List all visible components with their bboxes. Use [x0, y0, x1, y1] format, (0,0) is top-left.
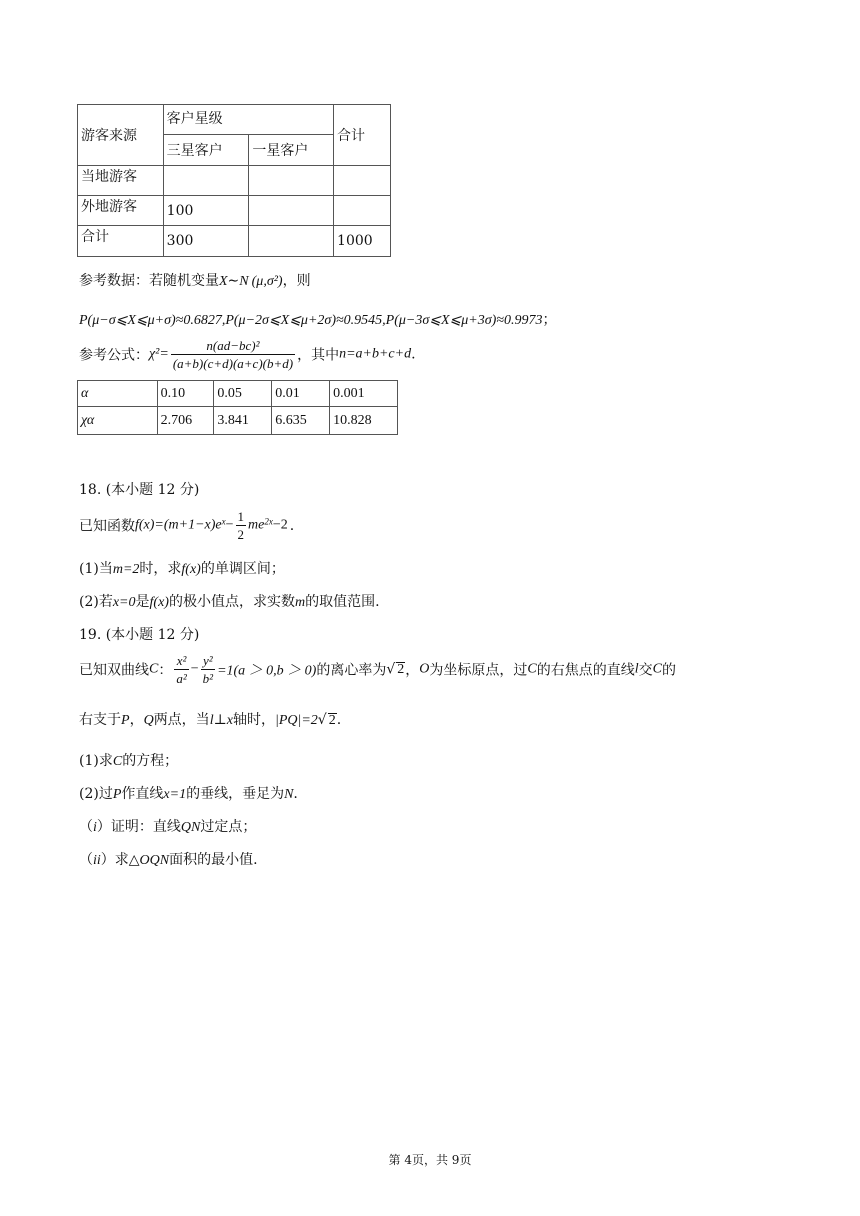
row-label: 合计 [78, 226, 164, 257]
q19-stem: 已知双曲线C： $\frac{\text{x²}}{\text{a²}}$ − $\frac{\text{y²}}{\text{b²}}$ =1(a ＞ 0,b ＞ 0)的离心率为√ 2，O为坐标原点，过C的右焦点的直线l交C的 [79, 653, 676, 686]
reference-data-line: 参考数据：若随机变量X∼N (μ,σ²)，则 [79, 273, 311, 289]
normal-params: (μ,σ²) [251, 274, 283, 289]
x-squared-fraction: $\frac{\text{x²}}{\text{a²}}$ [176, 653, 187, 686]
cell: 1000 [334, 226, 391, 257]
cell [334, 166, 391, 196]
header-three-star: 三星客户 [163, 135, 249, 166]
page-footer: 第 4页，共 9页 [388, 1153, 472, 1167]
header-one-star: 一星客户 [249, 135, 334, 166]
cell [249, 166, 334, 196]
cell: 10.828 [330, 407, 398, 435]
row-label: 外地游客 [78, 196, 164, 226]
header-total: 合计 [334, 105, 391, 166]
cell: 6.635 [272, 407, 330, 435]
cell: 0.01 [272, 381, 330, 407]
sqrt-symbol: √ [386, 661, 396, 678]
table-row [78, 226, 391, 257]
y-squared-fraction: $\frac{\text{y²}}{\text{b²}}$ [202, 653, 214, 686]
q19-part2: (2)过P作直线x=1的垂线，垂足为N. [79, 786, 298, 802]
q18-stem: 已知函数$f(x)=(m+1-x)e^x-$ $\frac{1}{2}$ $me^{2x}-2$ . [79, 509, 295, 542]
cell: 300 [163, 226, 249, 257]
q18-header: 18. (本小题 12 分) [79, 482, 200, 498]
chi-alpha-label: χα [78, 407, 158, 435]
q19-header: 19. (本小题 12 分) [79, 627, 200, 643]
critical-value-table [77, 380, 398, 435]
contingency-table [77, 104, 391, 257]
cell: 2.706 [157, 407, 214, 435]
table-row [78, 381, 398, 407]
half-fraction: $\frac{1}{2}$ [237, 509, 245, 542]
cell [249, 226, 334, 257]
q19-part2-i: （i）证明：直线QN过定点； [79, 819, 257, 835]
q18-part2: (2)若x=0是f(x)的极小值点，求实数m的取值范围. [79, 594, 380, 610]
reference-formula: 参考公式：χ²= $\frac{\text{n(ad−bc)²}}{(a+b)(c+d)(a+c)(b+d)}$ ，其中n=a+b+c+d. [79, 338, 416, 371]
probability-values: P(μ−σ⩽X⩽μ+σ)≈0.6827,P(μ−2σ⩽X⩽μ+2σ)≈0.9545,P(μ−3σ⩽X⩽μ+3σ)≈0.9973； [79, 312, 557, 328]
table-row [78, 166, 391, 196]
chi-square-fraction: $\frac{\text{n(ad−bc)²}}{(a+b)(c+d)(a+c)(b+d)}$ [172, 338, 294, 371]
alpha-label: α [78, 381, 158, 407]
q19-part1: (1)求C的方程； [79, 753, 179, 769]
header-level: 客户星级 [163, 105, 333, 135]
cell [249, 196, 334, 226]
q19-part2-ii: （ii）求△OQN面积的最小值. [79, 852, 258, 868]
cell: 0.05 [214, 381, 272, 407]
cell [163, 166, 249, 196]
normal-dist: X∼N [219, 274, 249, 289]
table-row [78, 407, 398, 435]
cell: 0.001 [330, 381, 398, 407]
header-source: 游客来源 [78, 105, 164, 166]
q18-part1: (1)当m=2时，求f(x)的单调区间； [79, 561, 285, 577]
cell [334, 196, 391, 226]
cell: 100 [163, 196, 249, 226]
table-row [78, 196, 391, 226]
row-label: 当地游客 [78, 166, 164, 196]
q19-stem-line2: 右支于P，Q两点，当l⊥x轴时，|PQ|=2√ 2. [79, 712, 342, 728]
cell: 0.10 [157, 381, 214, 407]
cell: 3.841 [214, 407, 272, 435]
sqrt-symbol: √ [317, 712, 327, 728]
